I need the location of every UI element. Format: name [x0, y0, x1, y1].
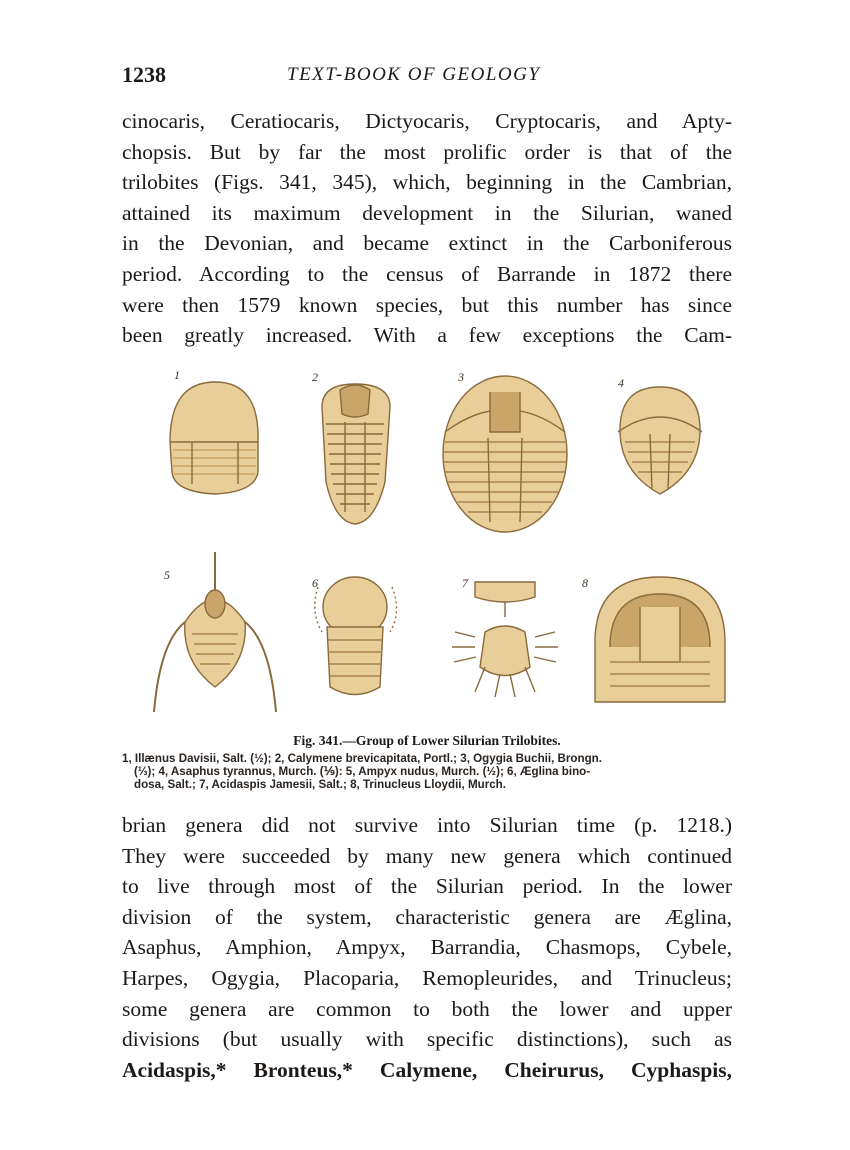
trilobite-asaphus: [618, 387, 702, 494]
trilobite-engravings: [140, 362, 740, 722]
text-line: attained its maximum development in the Silurian, waned: [122, 200, 732, 225]
trilobite-trinucleus: [595, 577, 725, 702]
text-line: Harpes, Ogygia, Placoparia, Remopleurides, and Trinucleus;: [122, 965, 732, 990]
figure-caption-body: [122, 752, 732, 791]
paragraph-top: [122, 106, 732, 351]
trilobite-aeglina: [315, 577, 397, 695]
text-line: trilobites (Figs. 341, 345), which, beginning in the Cambrian,: [122, 170, 732, 195]
text-line: period. According to the census of Barrande in 1872 there: [122, 261, 732, 286]
page-number: 1238: [122, 62, 166, 87]
text-line: been greatly increased. With a few exceptions the Cam-: [122, 323, 732, 348]
text-line: cinocaris, Ceratiocaris, Dictyocaris, Cryptocaris, and Apty-: [122, 109, 732, 133]
text-line: to live through most of the Silurian period. In the lower: [122, 874, 732, 899]
page-header: [122, 62, 734, 92]
trilobite-acidaspis: [452, 582, 558, 697]
text-line: divisions (but usually with specific distinctions), such as: [122, 1027, 732, 1052]
text-line: They were succeeded by many new genera which continued: [122, 843, 732, 868]
trilobite-figure: [140, 362, 740, 722]
figure-label: 2: [312, 370, 318, 384]
caption-line: (⅓); 4, Asaphus tyrannus, Murch. (⅑): 5, Ampyx nudus, Murch. (½); 6, Æglina bino-: [134, 765, 591, 778]
text-line: chopsis. But by far the most prolific order is that of the: [122, 139, 732, 164]
figure-label: 5: [164, 568, 170, 582]
trilobite-calymene: [322, 384, 390, 524]
text-line: in the Devonian, and became extinct in the Carboniferous: [122, 231, 732, 256]
text-line: brian genera did not survive into Silurian time (p. 1218.): [122, 813, 732, 837]
trilobite-illaenus: [170, 382, 258, 494]
text-line: division of the system, characteristic genera are Æglina,: [122, 904, 732, 929]
figure-label: 8: [582, 576, 588, 590]
figure-label: 3: [458, 370, 464, 384]
figure-label: 6: [312, 576, 318, 590]
figure-caption-title: Fig. 341.—Group of Lower Silurian Trilobites.: [293, 733, 561, 748]
text-line: were then 1579 known species, but this number has since: [122, 292, 732, 317]
trilobite-ogygia: [443, 376, 567, 532]
paragraph-bottom: [122, 810, 732, 1085]
figure-label: 4: [618, 376, 624, 390]
text-line: Asaphus, Amphion, Ampyx, Barrandia, Chasmops, Cybele,: [122, 935, 732, 960]
figure-label: 7: [462, 576, 468, 590]
text-line: Acidaspis,* Bronteus,* Calymene, Cheirurus, Cyphaspis,: [122, 1057, 732, 1082]
caption-line: dosa, Salt.; 7, Acidaspis Jamesii, Salt.; 8, Trinucleus Lloydii, Murch.: [134, 778, 506, 791]
trilobite-ampyx: [154, 552, 276, 712]
caption-line: 1, Illænus Davisii, Salt. (½); 2, Calymene brevicapitata, Portl.; 3, Ogygia Buchii, Brongn.: [122, 752, 602, 765]
figure-label: 1: [174, 368, 180, 382]
running-title: TEXT-BOOK OF GEOLOGY: [287, 64, 541, 85]
text-line: some genera are common to both the lower and upper: [122, 996, 732, 1021]
